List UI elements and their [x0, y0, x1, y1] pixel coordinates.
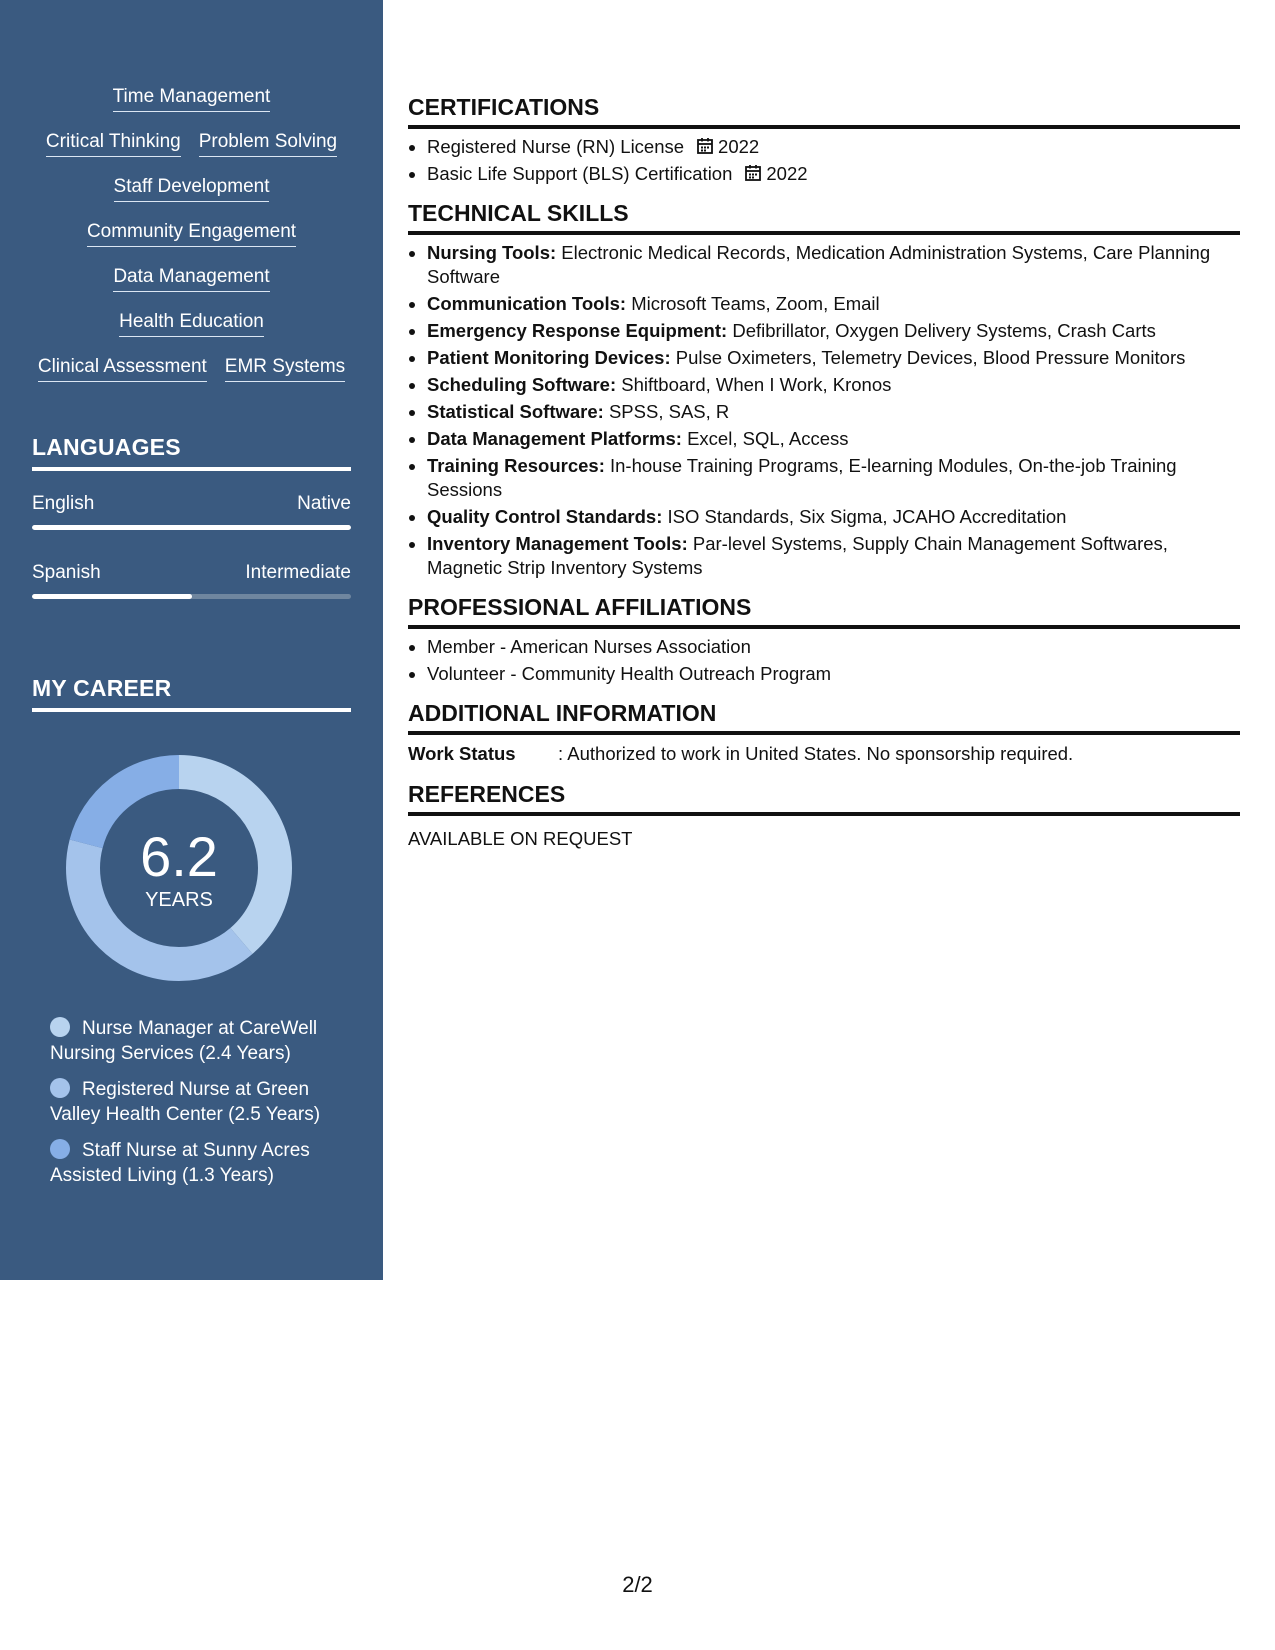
legend-dot [50, 1139, 70, 1159]
certification-year: 2022 [766, 163, 808, 184]
affiliations-heading: PROFESSIONAL AFFILIATIONS [408, 594, 1240, 629]
career-total-unit: YEARS [145, 889, 213, 911]
language-bar-fill [32, 594, 192, 599]
page-number: 2/2 [622, 1572, 653, 1597]
language-level: Native [297, 493, 351, 514]
career-item [50, 1077, 350, 1127]
certifications-heading: CERTIFICATIONS [408, 94, 1240, 129]
language-row [32, 493, 351, 515]
career-list [50, 1016, 350, 1199]
certification-name: Registered Nurse (RN) License [427, 136, 685, 157]
career-item-text: Staff Nurse at Sunny Acres Assisted Living (1.3 Years) [50, 1140, 310, 1186]
additional-info-heading: ADDITIONAL INFORMATION [408, 700, 1240, 735]
list-item [427, 373, 1240, 397]
skill-label: Patient Monitoring Devices: [427, 347, 671, 368]
main-content [408, 94, 1240, 850]
list-item [427, 319, 1240, 343]
skill-value: Shiftboard, When I Work, Kronos [621, 374, 892, 395]
skill-value: Electronic Medical Records, Medication Administration Systems, Care Planning Software [427, 242, 1211, 287]
career-donut-chart [66, 755, 292, 981]
language-level: Intermediate [245, 562, 351, 583]
skill-label: Data Management Platforms: [427, 428, 682, 449]
legend-dot [50, 1017, 70, 1037]
skill-label: Communication Tools: [427, 293, 627, 314]
calendar-icon [744, 164, 762, 182]
affiliations-list [408, 635, 1240, 686]
list-item [427, 427, 1240, 451]
list-item [427, 454, 1240, 502]
skill-label: Statistical Software: [427, 401, 604, 422]
list-item [427, 400, 1240, 424]
list-item [427, 346, 1240, 370]
skill-row [0, 356, 383, 401]
technical-skills-heading: TECHNICAL SKILLS [408, 200, 1240, 235]
career-item-text: Registered Nurse at Green Valley Health Center (2.5 Years) [50, 1079, 321, 1125]
skill-value: Par-level Systems, Supply Chain Management Softwares, Magnetic Strip Inventory Systems [427, 533, 1168, 578]
career-heading: MY CAREER [32, 675, 351, 712]
list-item [427, 505, 1240, 529]
skill-label: Scheduling Software: [427, 374, 617, 395]
skill-label: Emergency Response Equipment: [427, 320, 728, 341]
language-row [32, 562, 351, 584]
skill-row [0, 311, 383, 356]
skill-row [0, 176, 383, 221]
career-item [50, 1138, 350, 1188]
skill-tag: EMR Systems [225, 356, 345, 382]
list-item [427, 292, 1240, 316]
skill-tag: Critical Thinking [46, 131, 181, 157]
skill-label: Training Resources: [427, 455, 605, 476]
list-item [427, 532, 1240, 580]
work-status-row [408, 743, 1240, 765]
list-item [427, 241, 1240, 289]
language-bar [32, 525, 351, 530]
skill-row [0, 131, 383, 176]
language-bar [32, 594, 351, 599]
skill-row [0, 266, 383, 311]
skill-tag: Time Management [113, 86, 271, 112]
skill-value: Defibrillator, Oxygen Delivery Systems, Crash Carts [732, 320, 1156, 341]
skill-value: Excel, SQL, Access [687, 428, 849, 449]
skill-tag: Clinical Assessment [38, 356, 207, 382]
work-status-value: : Authorized to work in United States. No sponsorship required. [558, 743, 1074, 764]
certification-name: Basic Life Support (BLS) Certification [427, 163, 733, 184]
skill-row [0, 86, 383, 131]
skill-value: ISO Standards, Six Sigma, JCAHO Accreditation [667, 506, 1067, 527]
career-item [50, 1016, 350, 1066]
skill-label: Inventory Management Tools: [427, 533, 688, 554]
skill-value: In-house Training Programs, E-learning Modules, On-the-job Training Sessions [427, 455, 1177, 500]
work-status-label: Work Status [408, 743, 516, 764]
certifications-list [408, 135, 1240, 186]
career-total-years: 6.2 [140, 825, 218, 888]
certification-year: 2022 [718, 136, 760, 157]
calendar-icon [696, 137, 714, 155]
skill-value: SPSS, SAS, R [608, 401, 730, 422]
list-item [427, 162, 1240, 186]
legend-dot [50, 1078, 70, 1098]
skill-tag: Staff Development [114, 176, 270, 202]
list-item [427, 135, 1240, 159]
skill-tag: Problem Solving [199, 131, 337, 157]
language-name: English [32, 493, 95, 514]
skill-tag: Health Education [119, 311, 264, 337]
skill-value: Pulse Oximeters, Telemetry Devices, Blood Pressure Monitors [675, 347, 1186, 368]
sidebar [0, 0, 383, 1280]
technical-skills-list [408, 241, 1240, 580]
list-item: • Volunteer - Community Health Outreach Program [427, 662, 1240, 686]
language-bar-fill [32, 525, 351, 530]
skills-tags [0, 86, 383, 401]
references-heading: REFERENCES [408, 781, 1240, 816]
skill-value: Microsoft Teams, Zoom, Email [631, 293, 880, 314]
references-text: AVAILABLE ON REQUEST [408, 828, 633, 849]
skill-label: Quality Control Standards: [427, 506, 663, 527]
skill-label: Nursing Tools: [427, 242, 557, 263]
skill-tag: Data Management [113, 266, 269, 292]
skill-tag: Community Engagement [87, 221, 296, 247]
languages-heading: LANGUAGES [32, 434, 351, 471]
list-item: • Member - American Nurses Association [427, 635, 1240, 659]
career-item-text: Nurse Manager at CareWell Nursing Services (2.4 Years) [50, 1018, 318, 1064]
language-name: Spanish [32, 562, 101, 583]
skill-row [0, 221, 383, 266]
